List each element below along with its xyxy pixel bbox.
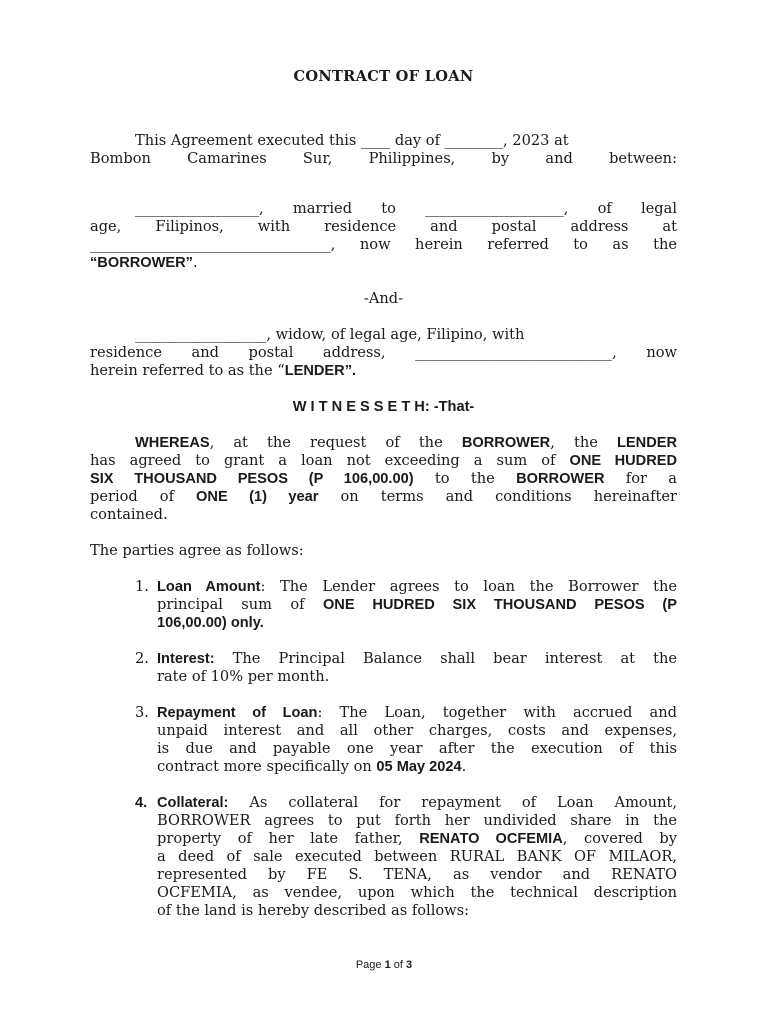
whereas-term: ONE (1) year — [196, 489, 319, 505]
borrower-label: “BORROWER” — [90, 255, 193, 271]
item-name: RENATO OCFEMIA — [419, 831, 563, 847]
item-text: As collateral for repayment of Loan Amount, — [228, 794, 677, 811]
whereas-paragraph — [90, 434, 677, 524]
item-text: property of her late father, — [157, 830, 420, 847]
lender-line-3: herein referred to as the “ — [90, 362, 285, 379]
lender-line-1: __________________, widow, of legal age, Filipino, with — [135, 326, 525, 343]
item-text: . — [461, 758, 467, 775]
list-item — [90, 704, 677, 776]
item-amount-end: 106,00.00) only. — [157, 615, 264, 631]
whereas-text-3: has agreed to grant a loan not exceeding a sum of — [90, 452, 570, 469]
intro-line-2: Bombon Camarines Sur, Philippines, by and between: — [90, 150, 677, 167]
item-text: BORROWER agrees to put forth her undivided share in the — [157, 812, 677, 829]
witnesseth-heading: W I T N E S S E T H: -That- — [292, 399, 475, 415]
terms-list — [90, 578, 677, 920]
whereas-borrower: BORROWER — [461, 435, 551, 451]
intro-line-1: This Agreement executed this ____ day of ________, 2023 at — [135, 132, 569, 149]
borrower-line-3: _________________________________, now herein referred to as the — [90, 236, 677, 253]
item-text: a deed of sale executed between RURAL BANK OF MILAOR, — [157, 848, 677, 865]
item-text: , covered by — [562, 830, 677, 847]
item-text: principal sum of — [157, 596, 323, 613]
footer-page-total: 3 — [406, 959, 413, 971]
lender-paragraph — [90, 326, 677, 380]
borrower-end: . — [192, 254, 198, 271]
whereas-text-5: for a — [604, 470, 677, 487]
whereas-amount-1: ONE HUDRED — [569, 453, 678, 469]
item-text: is due and payable one year after the execution of this — [157, 740, 677, 757]
borrower-paragraph — [90, 200, 677, 272]
item-text: : The Loan, together with accrued and — [317, 704, 677, 721]
item-text: rate of 10% per month. — [157, 668, 330, 685]
whereas-text-4: to the — [413, 470, 517, 487]
list-item — [90, 794, 677, 920]
whereas-text-1: , at the request of the — [209, 434, 462, 451]
item-text: of the land is hereby described as follows: — [157, 902, 470, 919]
borrower-line-2: age, Filipinos, with residence and postal address at — [90, 218, 677, 235]
item-date: 05 May 2024 — [376, 759, 462, 775]
footer-page-number: 1 — [384, 959, 391, 971]
item-text: represented by FE S. TENA, as vendor and RENATO — [157, 866, 677, 883]
borrower-line-1: _________________, married to ___________________, of legal — [135, 200, 677, 217]
whereas-text-6: period of — [90, 488, 197, 505]
and-separator: -And- — [363, 290, 404, 307]
item-heading: Interest: — [157, 651, 215, 667]
item-text: unpaid interest and all other charges, costs and expenses, — [157, 722, 677, 739]
whereas-text-7: on terms and conditions hereinafter — [318, 488, 678, 505]
item-heading: Repayment of Loan — [157, 705, 318, 721]
item-text: The Principal Balance shall bear interest at the — [214, 650, 677, 667]
item-heading: Collateral: — [157, 795, 229, 811]
item-number: 3. — [135, 704, 149, 721]
item-text: OCFEMIA, as vendee, upon which the technical description — [157, 884, 677, 901]
whereas-amount-2: SIX THOUSAND PESOS (P 106,00.00) — [90, 471, 414, 487]
list-item — [90, 578, 677, 632]
whereas-lender: LENDER — [617, 435, 677, 451]
item-heading: Loan Amount — [157, 579, 261, 595]
item-number: 1. — [135, 578, 149, 595]
item-number: 4. — [135, 795, 148, 811]
lender-line-2: residence and postal address, ___________________________, now — [90, 344, 677, 361]
item-amount: ONE HUDRED SIX THOUSAND PESOS (P — [322, 597, 677, 613]
item-text: contract more specifically on — [157, 758, 377, 775]
whereas-text-8: contained. — [90, 506, 168, 523]
whereas-text-2: , the — [550, 434, 617, 451]
footer-of-label: of — [390, 959, 407, 971]
lender-label: LENDER”. — [284, 363, 357, 379]
page-footer — [0, 956, 768, 974]
intro-paragraph — [90, 132, 677, 168]
whereas-keyword: WHEREAS — [135, 435, 210, 451]
item-number: 2. — [135, 650, 149, 667]
item-text: : The Lender agrees to loan the Borrower the — [260, 578, 677, 595]
document-title: CONTRACT OF LOAN — [293, 68, 474, 85]
list-item — [90, 650, 677, 686]
footer-page-label: Page — [355, 959, 385, 971]
whereas-borrower-2: BORROWER — [516, 471, 605, 487]
parties-agree: The parties agree as follows: — [90, 542, 304, 559]
